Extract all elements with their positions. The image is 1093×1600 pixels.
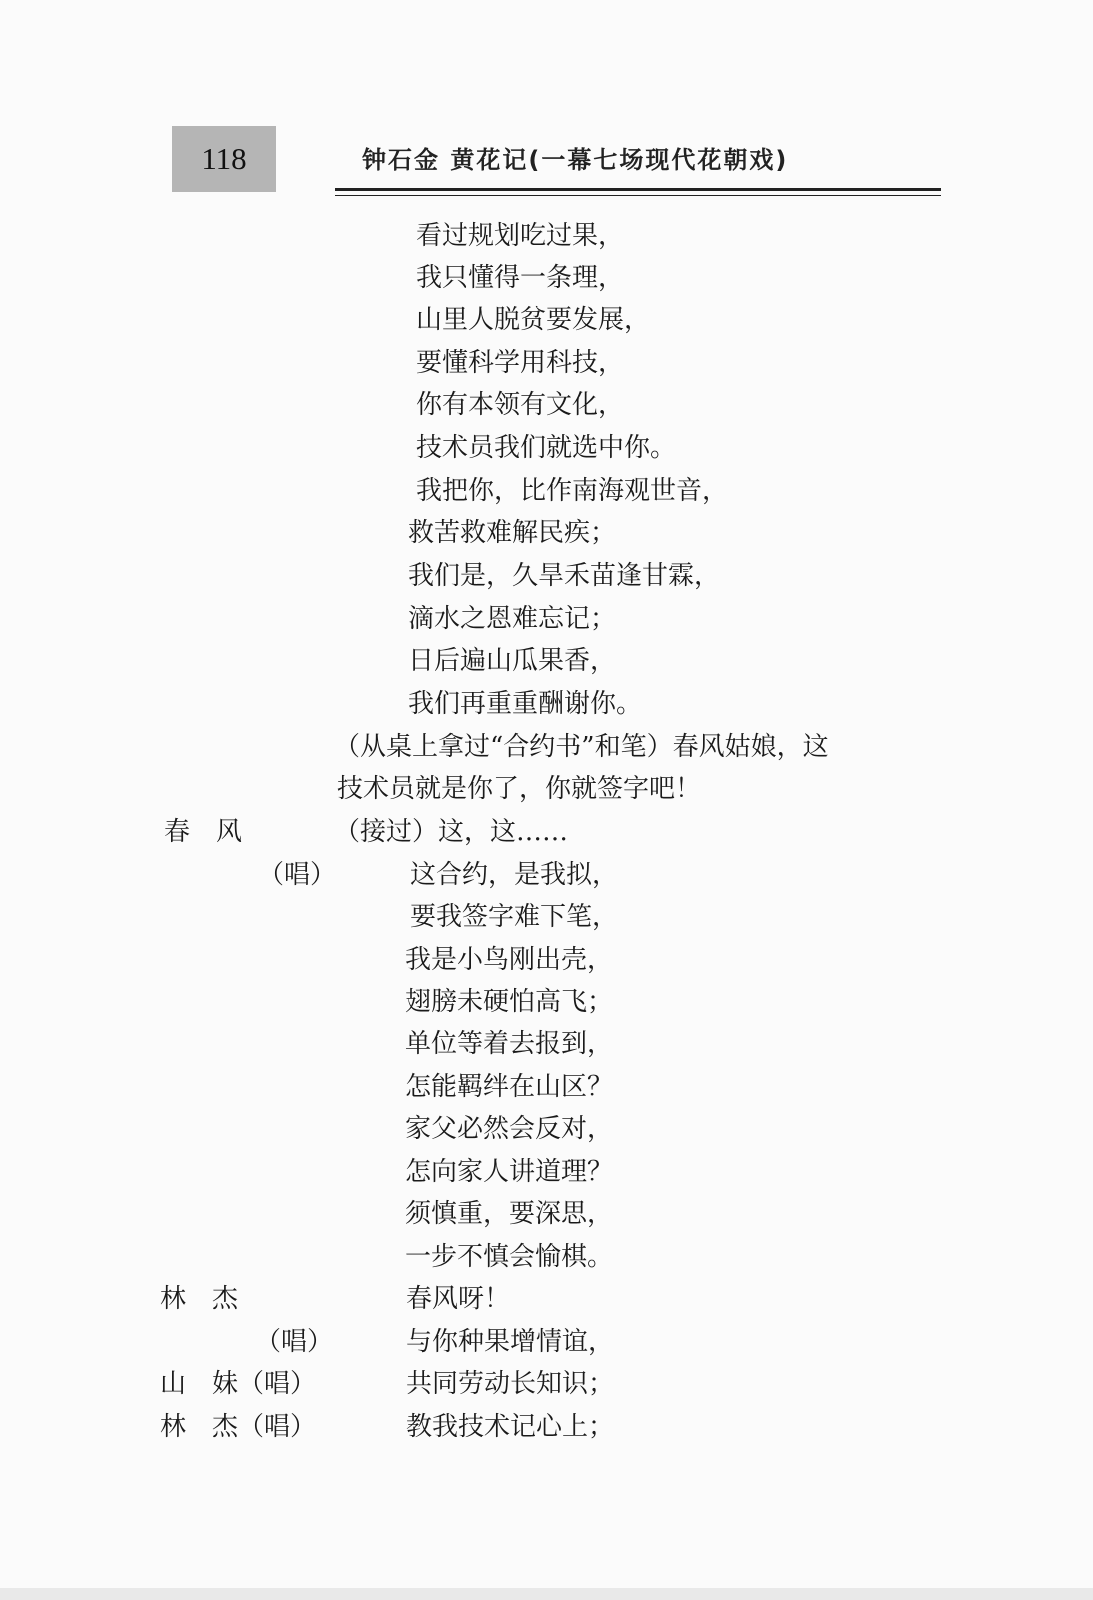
verse-line: 单位等着去报到，	[405, 1029, 614, 1059]
verse-line: 技术员我们就选中你。	[416, 433, 677, 463]
page-number: 118	[201, 141, 247, 176]
verse-line: 你有本领有文化，	[416, 390, 625, 420]
stage-direction: （接过）这，这……	[334, 817, 569, 847]
verse-line: 我把你，比作南海观世音，	[416, 476, 729, 506]
page-bottom-edge	[0, 1588, 1093, 1600]
sing-marker: （唱）	[255, 1327, 334, 1357]
verse-line: 我只懂得一条理，	[416, 263, 625, 293]
dialogue-line: 技术员就是你了，你就签字吧！	[337, 774, 702, 804]
verse-line: 要我签字难下笔，	[410, 902, 619, 932]
verse-line: 与你种果增情谊，	[406, 1327, 615, 1357]
speaker-name: 林 杰（唱）	[160, 1412, 317, 1442]
header-rule-thick	[335, 188, 941, 191]
verse-line: 怎向家人讲道理？	[405, 1157, 614, 1187]
verse-line: 救苦救难解民疾；	[408, 518, 617, 548]
verse-line: 我是小鸟刚出壳，	[405, 945, 614, 975]
verse-line: 家父必然会反对，	[405, 1114, 614, 1144]
verse-line: 共同劳动长知识；	[406, 1369, 615, 1399]
page-number-box	[172, 126, 276, 192]
verse-line: 滴水之恩难忘记；	[408, 604, 617, 634]
verse-line: 我们是，久旱禾苗逢甘霖，	[408, 561, 721, 591]
verse-line: 日后遍山瓜果香，	[408, 646, 617, 676]
speaker-name: 林 杰	[160, 1284, 239, 1314]
dialogue-line: 春风呀！	[406, 1284, 511, 1314]
verse-line: 看过规划吃过果，	[416, 221, 625, 251]
running-title: 钟石金 黄花记(一幕七场现代花朝戏)	[362, 146, 789, 174]
verse-line: 一步不慎会愉棋。	[405, 1242, 614, 1272]
verse-line: 翅膀未硬怕高飞；	[405, 987, 614, 1017]
stage-direction: （从桌上拿过“合约书”和笔）春风姑娘，这	[334, 732, 829, 762]
verse-line: 山里人脱贫要发展，	[416, 305, 651, 335]
verse-line: 我们再重重酬谢你。	[408, 689, 643, 719]
header-rule-thin	[335, 195, 941, 196]
verse-line: 须慎重，要深思，	[405, 1199, 614, 1229]
speaker-name: 春 风	[164, 817, 243, 847]
speaker-name: 山 妹（唱）	[160, 1369, 317, 1399]
verse-line: 这合约，是我拟，	[410, 860, 619, 890]
verse-line: 要懂科学用科技，	[416, 348, 625, 378]
verse-line: 教我技术记心上；	[406, 1412, 615, 1442]
verse-line: 怎能羁绊在山区？	[405, 1072, 614, 1102]
sing-marker: （唱）	[258, 860, 337, 890]
